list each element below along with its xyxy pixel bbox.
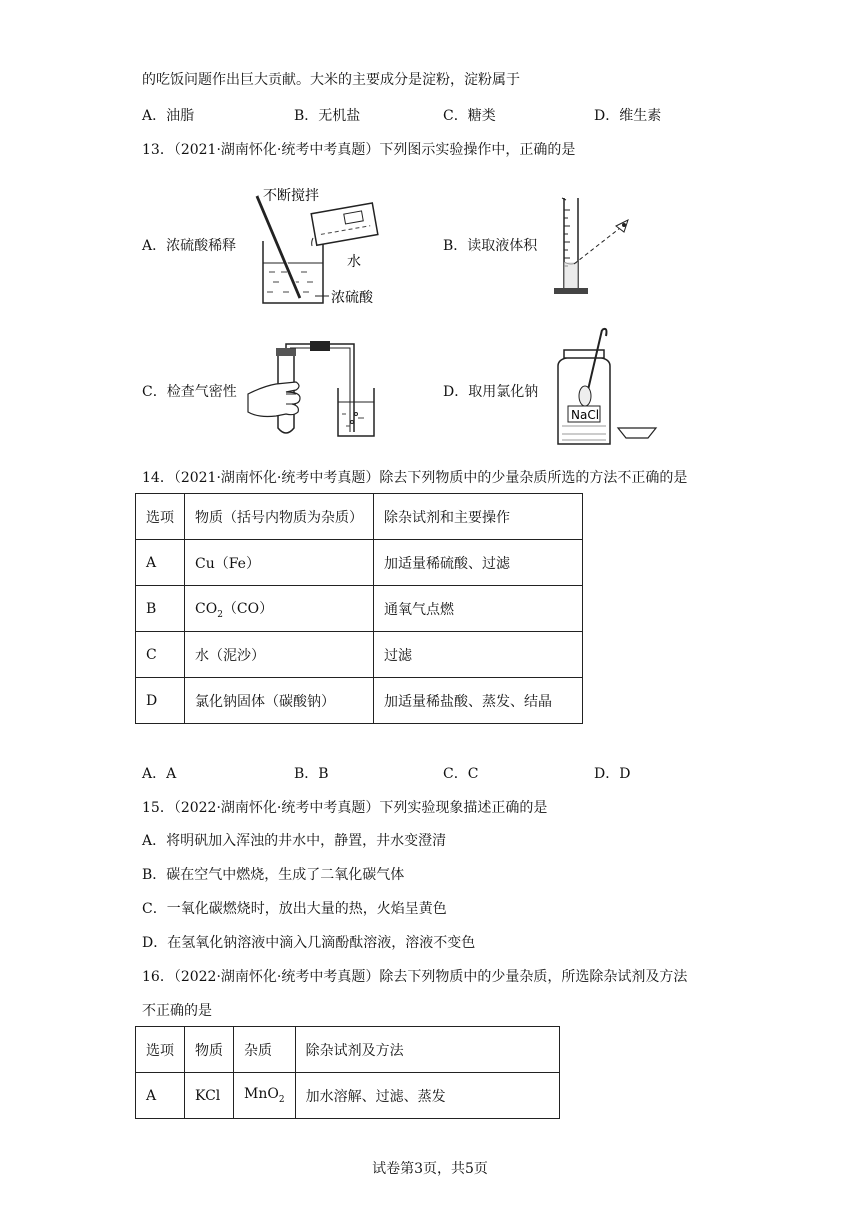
table-header-cell: 杂质 — [234, 1027, 296, 1073]
q13-option-c-label: C．检查气密性 — [142, 384, 237, 400]
q15-option-c: C．一氧化碳燃烧时，放出大量的热，火焰呈黄色 — [142, 901, 447, 917]
q13-stem: 13．（2021·湖南怀化·统考中考真题）下列图示实验操作中，正确的是 — [142, 142, 576, 158]
table-cell: C — [136, 632, 185, 678]
water-label: 水 — [347, 254, 361, 270]
table-header-cell: 物质（括号内物质为杂质） — [185, 494, 374, 540]
q16-stem-line1: 16．（2022·湖南怀化·统考中考真题）除去下列物质中的少量杂质，所选除杂试剂及方法 — [142, 969, 688, 985]
q12-option-b: B．无机盐 — [294, 108, 361, 124]
table-header-cell: 除杂试剂及方法 — [295, 1027, 559, 1073]
q14-option-d: D．D — [594, 766, 631, 782]
table-header-cell: 选项 — [136, 1027, 185, 1073]
table-cell: A — [136, 1073, 185, 1119]
mno2-subscript: 2 — [278, 1094, 285, 1105]
co2-subscript: 2 — [217, 609, 223, 620]
acid-dilution-figure — [245, 186, 395, 308]
table-cell: 氯化钠固体（碳酸钠） — [185, 678, 374, 724]
q12-stem-tail: 的吃饭问题作出巨大贡献。大米的主要成分是淀粉，淀粉属于 — [142, 72, 520, 88]
q16-table — [135, 1026, 560, 1119]
table-cell: 水（泥沙） — [185, 632, 374, 678]
table-cell: D — [136, 678, 185, 724]
table-row — [136, 1073, 560, 1119]
q15-option-b: B．碳在空气中燃烧，生成了二氧化碳气体 — [142, 867, 405, 883]
table-cell: KCl — [185, 1073, 234, 1119]
table-row — [136, 632, 583, 678]
q16-stem-line2: 不正确的是 — [142, 1003, 212, 1019]
q13-option-b-label: B．读取液体积 — [443, 238, 538, 254]
table-cell: 加适量稀盐酸、蒸发、结晶 — [374, 678, 583, 724]
q15-option-d: D．在氢氧化钠溶液中滴入几滴酚酞溶液，溶液不变色 — [142, 935, 476, 951]
q14-option-c: C．C — [443, 766, 479, 782]
mno2-formula: MnO — [244, 1086, 279, 1103]
table-header-row — [136, 1027, 560, 1073]
table-row — [136, 586, 583, 632]
graduated-cylinder-figure — [550, 196, 640, 300]
q14-table — [135, 493, 583, 724]
q14-option-a: A．A — [142, 766, 177, 782]
q13-option-a-label: A．浓硫酸稀释 — [142, 238, 237, 254]
table-row — [136, 540, 583, 586]
co2-formula: CO — [195, 600, 218, 617]
q12-option-d: D．维生素 — [594, 108, 662, 124]
q14-stem: 14．（2021·湖南怀化·统考中考真题）除去下列物质中的少量杂质所选的方法不正确的是 — [142, 470, 688, 486]
table-cell — [234, 1073, 296, 1119]
q15-stem: 15．（2022·湖南怀化·统考中考真题）下列实验现象描述正确的是 — [142, 800, 548, 816]
table-cell: B — [136, 586, 185, 632]
q12-option-a: A．油脂 — [142, 108, 195, 124]
stir-label: 不断搅拌 — [263, 188, 319, 204]
table-header-cell: 除杂试剂和主要操作 — [374, 494, 583, 540]
table-cell: 加适量稀硫酸、过滤 — [374, 540, 583, 586]
table-row — [136, 678, 583, 724]
table-header-cell: 物质 — [185, 1027, 234, 1073]
table-header-row — [136, 494, 583, 540]
q13-option-d-label: D．取用氯化钠 — [443, 384, 539, 400]
take-sodium-chloride-figure — [552, 326, 672, 448]
q12-option-c: C．糖类 — [443, 108, 496, 124]
table-cell — [185, 586, 374, 632]
table-cell: 加水溶解、过滤、蒸发 — [295, 1073, 559, 1119]
table-cell: 过滤 — [374, 632, 583, 678]
table-header-cell: 选项 — [136, 494, 185, 540]
table-cell: A — [136, 540, 185, 586]
airtightness-check-figure — [246, 338, 386, 440]
page-footer: 试卷第3页，共5页 — [372, 1161, 488, 1177]
acid-label: 浓硫酸 — [331, 290, 373, 306]
q14-option-b: B．B — [294, 766, 329, 782]
nacl-label: NaCl — [571, 408, 600, 422]
table-cell: 通氧气点燃 — [374, 586, 583, 632]
q15-option-a: A．将明矾加入浑浊的井水中，静置，井水变澄清 — [142, 833, 447, 849]
table-cell: Cu（Fe） — [185, 540, 374, 586]
impurity-text: （CO） — [222, 600, 274, 617]
